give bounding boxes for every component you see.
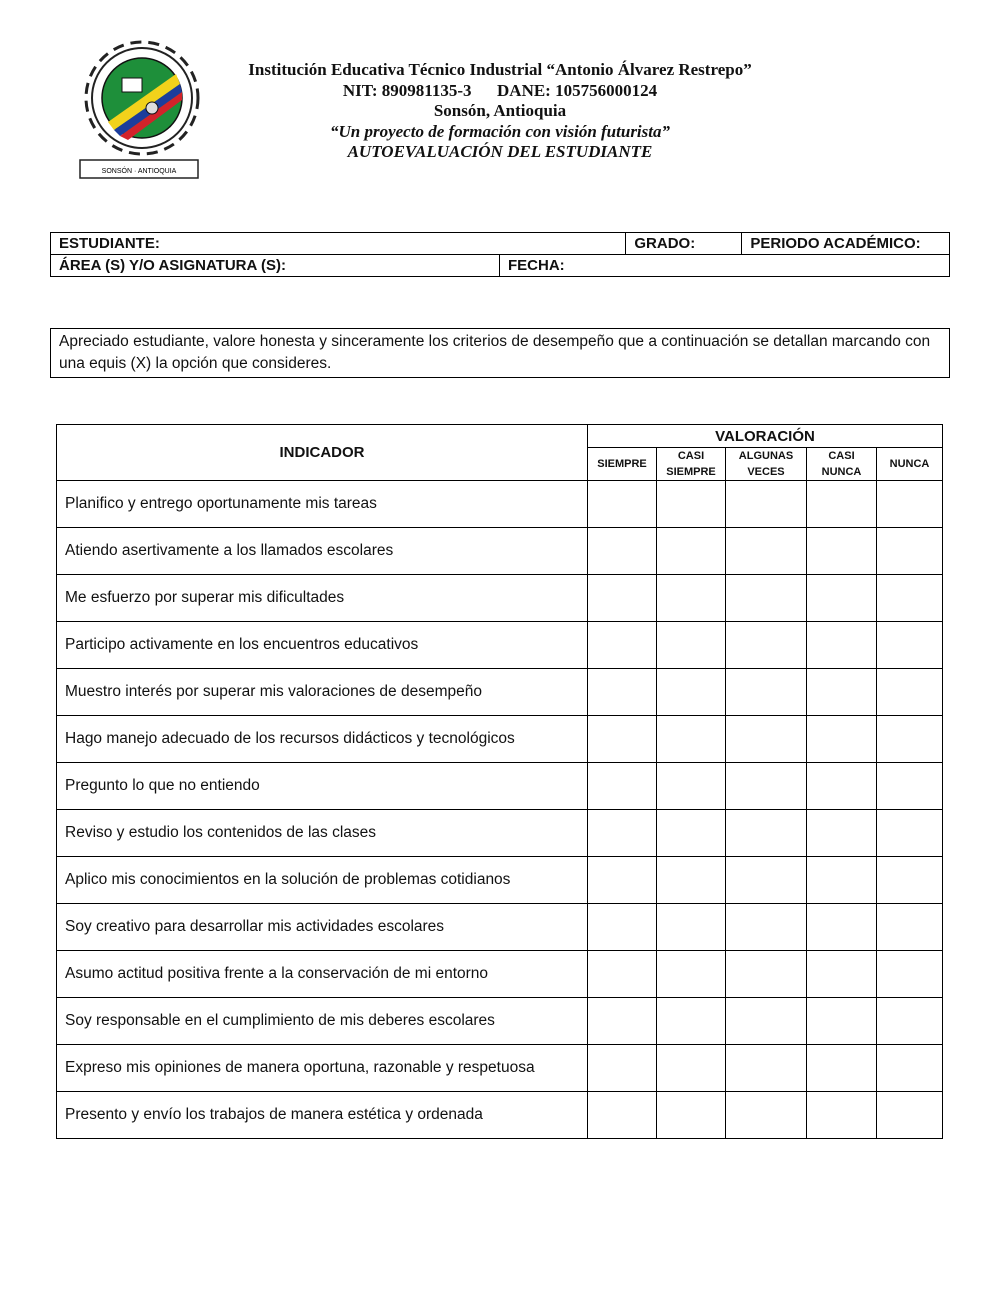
table-row [57, 810, 943, 857]
rating-cell-siempre[interactable] [588, 951, 657, 998]
rating-cell-casi-siempre[interactable] [657, 810, 726, 857]
rating-cell-nunca[interactable] [877, 669, 943, 716]
institution-name: Institución Educativa Técnico Industrial “Antonio Álvarez Restrepo” [248, 60, 752, 79]
table-row [57, 763, 943, 810]
instructions-box: Apreciado estudiante, valore honesta y sinceramente los criterios de desempeño que a continuación se detallan marcando con una equis (X) la opción que consideres. [50, 328, 950, 378]
rating-cell-siempre[interactable] [588, 763, 657, 810]
rating-cell-siempre[interactable] [588, 1092, 657, 1139]
rating-cell-siempre[interactable] [588, 998, 657, 1045]
rating-cell-algunas-veces[interactable] [726, 1092, 807, 1139]
logo-caption: SONSÓN · ANTIOQUIA [101, 168, 177, 175]
rating-cell-casi-siempre[interactable] [657, 998, 726, 1045]
rating-cell-nunca[interactable] [877, 1092, 943, 1139]
rating-cell-algunas-veces[interactable] [726, 857, 807, 904]
option-casi-siempre: CASI SIEMPRE [657, 448, 726, 481]
rating-cell-algunas-veces[interactable] [726, 716, 807, 763]
rating-cell-nunca[interactable] [877, 716, 943, 763]
institution-motto: “Un proyecto de formación con visión futurista” [329, 121, 670, 141]
rating-cell-algunas-veces[interactable] [726, 669, 807, 716]
indicator-text: Participo activamente en los encuentros educativos [57, 622, 588, 669]
document-header [200, 60, 800, 163]
rating-cell-siempre[interactable] [588, 857, 657, 904]
rating-cell-nunca[interactable] [877, 622, 943, 669]
rating-cell-casi-siempre[interactable] [657, 716, 726, 763]
table-row [57, 669, 943, 716]
document-title: AUTOEVALUACIÓN DEL ESTUDIANTE [347, 142, 653, 161]
rating-cell-casi-nunca[interactable] [807, 528, 877, 575]
indicator-text: Hago manejo adecuado de los recursos didácticos y tecnológicos [57, 716, 588, 763]
table-row [57, 528, 943, 575]
institution-ids: NIT: 890981135-3 DANE: 105756000124 [342, 80, 658, 100]
student-info-table [50, 232, 950, 277]
table-row [57, 904, 943, 951]
rating-cell-casi-siempre[interactable] [657, 951, 726, 998]
rating-cell-algunas-veces[interactable] [726, 998, 807, 1045]
rating-cell-nunca[interactable] [877, 857, 943, 904]
rating-cell-nunca[interactable] [877, 904, 943, 951]
rating-cell-casi-siempre[interactable] [657, 622, 726, 669]
rating-cell-algunas-veces[interactable] [726, 810, 807, 857]
rating-cell-casi-siempre[interactable] [657, 1045, 726, 1092]
date-field[interactable]: FECHA: [500, 255, 950, 277]
rating-header: VALORACIÓN [588, 425, 943, 448]
rating-cell-casi-siempre[interactable] [657, 575, 726, 622]
rating-cell-casi-siempre[interactable] [657, 669, 726, 716]
indicator-text: Planifico y entrego oportunamente mis tareas [57, 481, 588, 528]
rating-cell-casi-nunca[interactable] [807, 481, 877, 528]
rating-cell-siempre[interactable] [588, 716, 657, 763]
rating-cell-nunca[interactable] [877, 528, 943, 575]
rating-cell-nunca[interactable] [877, 481, 943, 528]
indicator-text: Muestro interés por superar mis valoraciones de desempeño [57, 669, 588, 716]
rating-cell-siempre[interactable] [588, 575, 657, 622]
rating-cell-casi-nunca[interactable] [807, 622, 877, 669]
institution-location: Sonsón, Antioquia [433, 101, 567, 120]
option-algunas-veces: ALGUNAS VECES [726, 448, 807, 481]
indicator-text: Aplico mis conocimientos en la solución de problemas cotidianos [57, 857, 588, 904]
rating-cell-siempre[interactable] [588, 904, 657, 951]
table-row [57, 857, 943, 904]
rating-cell-nunca[interactable] [877, 998, 943, 1045]
rating-cell-nunca[interactable] [877, 575, 943, 622]
table-row [57, 951, 943, 998]
grade-field[interactable]: GRADO: [626, 233, 742, 255]
table-row [57, 716, 943, 763]
rating-cell-algunas-veces[interactable] [726, 575, 807, 622]
rating-cell-siempre[interactable] [588, 669, 657, 716]
rating-cell-nunca[interactable] [877, 763, 943, 810]
rating-cell-siempre[interactable] [588, 481, 657, 528]
rating-cell-casi-siempre[interactable] [657, 857, 726, 904]
rating-cell-siempre[interactable] [588, 528, 657, 575]
rating-cell-casi-nunca[interactable] [807, 669, 877, 716]
rating-cell-algunas-veces[interactable] [726, 622, 807, 669]
rating-cell-casi-siempre[interactable] [657, 763, 726, 810]
student-field[interactable]: ESTUDIANTE: [51, 233, 626, 255]
subject-field[interactable]: ÁREA (S) Y/O ASIGNATURA (S): [51, 255, 500, 277]
table-row [57, 622, 943, 669]
option-siempre: SIEMPRE [588, 448, 657, 481]
school-logo [78, 38, 206, 180]
evaluation-table [56, 424, 943, 1139]
rating-cell-siempre[interactable] [588, 1045, 657, 1092]
indicator-text: Soy responsable en el cumplimiento de mis deberes escolares [57, 998, 588, 1045]
rating-cell-casi-nunca[interactable] [807, 1092, 877, 1139]
rating-cell-algunas-veces[interactable] [726, 904, 807, 951]
option-nunca: NUNCA [877, 448, 943, 481]
table-row [57, 1092, 943, 1139]
indicator-text: Atiendo asertivamente a los llamados escolares [57, 528, 588, 575]
rating-cell-algunas-veces[interactable] [726, 951, 807, 998]
rating-cell-casi-nunca[interactable] [807, 1045, 877, 1092]
indicator-text: Asumo actitud positiva frente a la conservación de mi entorno [57, 951, 588, 998]
evaluation-rows [57, 481, 943, 1139]
indicator-text: Reviso y estudio los contenidos de las clases [57, 810, 588, 857]
rating-cell-casi-nunca[interactable] [807, 951, 877, 998]
rating-cell-casi-siempre[interactable] [657, 1092, 726, 1139]
rating-cell-algunas-veces[interactable] [726, 1045, 807, 1092]
rating-cell-casi-nunca[interactable] [807, 810, 877, 857]
rating-cell-nunca[interactable] [877, 1045, 943, 1092]
table-row [57, 998, 943, 1045]
table-row [57, 575, 943, 622]
indicator-text: Me esfuerzo por superar mis dificultades [57, 575, 588, 622]
rating-cell-casi-nunca[interactable] [807, 998, 877, 1045]
rating-cell-siempre[interactable] [588, 810, 657, 857]
rating-cell-casi-siempre[interactable] [657, 528, 726, 575]
indicator-text: Soy creativo para desarrollar mis actividades escolares [57, 904, 588, 951]
table-row [57, 481, 943, 528]
rating-cell-casi-nunca[interactable] [807, 857, 877, 904]
rating-cell-algunas-veces[interactable] [726, 528, 807, 575]
rating-cell-casi-nunca[interactable] [807, 763, 877, 810]
rating-cell-casi-nunca[interactable] [807, 575, 877, 622]
rating-cell-casi-siempre[interactable] [657, 481, 726, 528]
period-field[interactable]: PERIODO ACADÉMICO: [742, 233, 950, 255]
rating-cell-casi-nunca[interactable] [807, 904, 877, 951]
rating-cell-casi-siempre[interactable] [657, 904, 726, 951]
rating-cell-casi-nunca[interactable] [807, 716, 877, 763]
option-casi-nunca: CASI NUNCA [807, 448, 877, 481]
rating-cell-algunas-veces[interactable] [726, 481, 807, 528]
indicator-text: Expreso mis opiniones de manera oportuna, razonable y respetuosa [57, 1045, 588, 1092]
table-row [57, 1045, 943, 1092]
rating-cell-nunca[interactable] [877, 810, 943, 857]
rating-cell-algunas-veces[interactable] [726, 763, 807, 810]
indicator-text: Presento y envío los trabajos de manera estética y ordenada [57, 1092, 588, 1139]
indicator-text: Pregunto lo que no entiendo [57, 763, 588, 810]
rating-cell-nunca[interactable] [877, 951, 943, 998]
indicator-header: INDICADOR [57, 425, 588, 481]
rating-cell-siempre[interactable] [588, 622, 657, 669]
